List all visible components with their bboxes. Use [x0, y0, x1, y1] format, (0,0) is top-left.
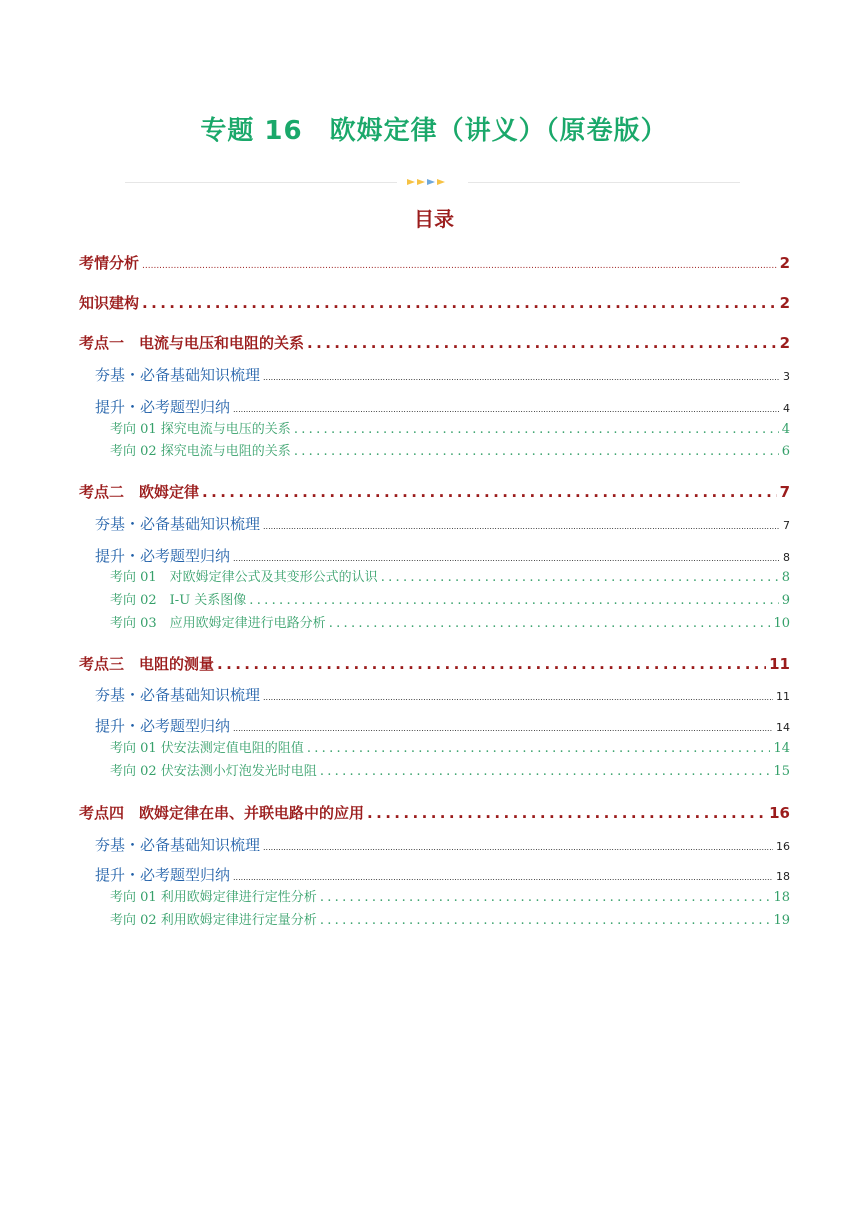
toc-page-number: 16 — [769, 804, 790, 822]
toc-item[interactable] — [110, 589, 790, 608]
toc-item[interactable] — [110, 612, 790, 631]
toc-leader — [307, 334, 777, 352]
toc-page-number: 2 — [779, 254, 790, 272]
toc-label: 提升・必考题型归纳 — [95, 398, 231, 416]
toc-label: 考向 03 应用欧姆定律进行电路分析 — [110, 616, 326, 631]
toc-leader — [233, 873, 773, 882]
toc-leader — [263, 693, 773, 702]
toc-label: 考点一 电流与电压和电阻的关系 — [79, 334, 305, 352]
toc-label: 考情分析 — [79, 254, 140, 272]
toc-label: 夯基・必备基础知识梳理 — [95, 515, 261, 533]
toc-label: 考向 01 伏安法测定值电阻的阻值 — [110, 741, 304, 756]
toc-label: 提升・必考题型归纳 — [95, 866, 231, 884]
toc-leader — [263, 522, 780, 531]
toc-page-number: 7 — [779, 483, 790, 501]
toc-label: 考向 01 对欧姆定律公式及其变形公式的认识 — [110, 570, 378, 585]
toc-item[interactable] — [110, 909, 790, 928]
toc-subsection-improve[interactable] — [95, 715, 790, 736]
toc-leader — [307, 741, 771, 756]
toc-label: 考点四 欧姆定律在串、并联电路中的应用 — [79, 804, 365, 822]
toc-page-number: 3 — [783, 370, 790, 383]
toc-label: 夯基・必备基础知识梳理 — [95, 366, 261, 384]
toc-leader — [233, 554, 780, 563]
toc-leader — [233, 724, 773, 733]
toc-label: 夯基・必备基础知识梳理 — [95, 686, 261, 704]
toc-label: 考向 02 I-U 关系图像 — [110, 593, 247, 608]
toc-page-number: 9 — [781, 593, 790, 608]
toc-page-number: 16 — [776, 840, 790, 853]
toc-leader — [294, 422, 779, 437]
toc-page-number: 15 — [773, 764, 790, 779]
toc-subsection-improve[interactable] — [95, 396, 790, 417]
toc-label: 考向 01 利用欧姆定律进行定性分析 — [110, 890, 317, 905]
toc-heading: 目录 — [414, 207, 454, 231]
toc-leader — [249, 593, 778, 608]
toc-leader — [320, 764, 771, 779]
toc-item[interactable] — [110, 566, 790, 585]
toc-page-number: 6 — [781, 444, 790, 459]
toc-leader — [367, 804, 766, 822]
toc-entry-kaoqing[interactable] — [79, 252, 790, 273]
toc-leader — [217, 655, 766, 673]
toc-label: 考向 01 探究电流与电压的关系 — [110, 422, 291, 437]
toc-subsection-basic[interactable] — [95, 513, 790, 534]
toc-leader — [263, 373, 780, 382]
divider-right — [468, 182, 740, 183]
toc-subsection-basic[interactable] — [95, 364, 790, 385]
toc-label: 考向 02 探究电流与电阻的关系 — [110, 444, 291, 459]
toc-label: 提升・必考题型归纳 — [95, 717, 231, 735]
page-title: 专题 16 欧姆定律（讲义）（原卷版） — [200, 116, 668, 146]
toc-leader — [202, 483, 777, 501]
toc-page-number: 10 — [773, 616, 790, 631]
toc-page-number: 11 — [776, 690, 790, 703]
toc-leader — [142, 261, 777, 271]
toc-page-number: 18 — [773, 890, 790, 905]
toc-label: 考点二 欧姆定律 — [79, 483, 200, 501]
toc-leader — [294, 444, 779, 459]
toc-subsection-improve[interactable] — [95, 545, 790, 566]
divider-ornament-icon — [405, 176, 463, 188]
toc-item[interactable] — [110, 418, 790, 437]
toc-subsection-improve[interactable] — [95, 864, 790, 885]
toc-section-4[interactable] — [79, 802, 790, 823]
toc-label: 考向 02 利用欧姆定律进行定量分析 — [110, 913, 317, 928]
toc-page-number: 2 — [779, 294, 790, 312]
divider-left — [125, 182, 397, 183]
toc-subsection-basic[interactable] — [95, 684, 790, 705]
toc-page-number: 14 — [776, 721, 790, 734]
toc-leader — [233, 405, 780, 414]
toc-leader — [381, 570, 779, 585]
toc-page-number: 7 — [783, 519, 790, 532]
toc-subsection-basic[interactable] — [95, 834, 790, 855]
toc-leader — [320, 890, 771, 905]
toc-leader — [320, 913, 771, 928]
toc-page-number: 8 — [783, 551, 790, 564]
toc-label: 知识建构 — [79, 294, 140, 312]
toc-page-number: 18 — [776, 870, 790, 883]
toc-item[interactable] — [110, 760, 790, 779]
toc-leader — [329, 616, 771, 631]
toc-page-number: 4 — [783, 402, 790, 415]
toc-leader — [142, 294, 777, 312]
toc-label: 夯基・必备基础知识梳理 — [95, 836, 261, 854]
toc-section-3[interactable] — [79, 653, 790, 674]
toc-label: 考向 02 伏安法测小灯泡发光时电阻 — [110, 764, 317, 779]
toc-page-number: 19 — [773, 913, 790, 928]
toc-label: 提升・必考题型归纳 — [95, 547, 231, 565]
toc-label: 考点三 电阻的测量 — [79, 655, 215, 673]
toc-item[interactable] — [110, 440, 790, 459]
toc-page-number: 11 — [769, 655, 790, 673]
toc-page-number: 8 — [781, 570, 790, 585]
toc-section-1[interactable] — [79, 332, 790, 353]
toc-page-number: 14 — [773, 741, 790, 756]
toc-entry-zhishi[interactable] — [79, 292, 790, 313]
toc-item[interactable] — [110, 737, 790, 756]
toc-leader — [263, 843, 773, 852]
toc-section-2[interactable] — [79, 481, 790, 502]
toc-page-number: 4 — [781, 422, 790, 437]
toc-page-number: 2 — [779, 334, 790, 352]
toc-item[interactable] — [110, 886, 790, 905]
